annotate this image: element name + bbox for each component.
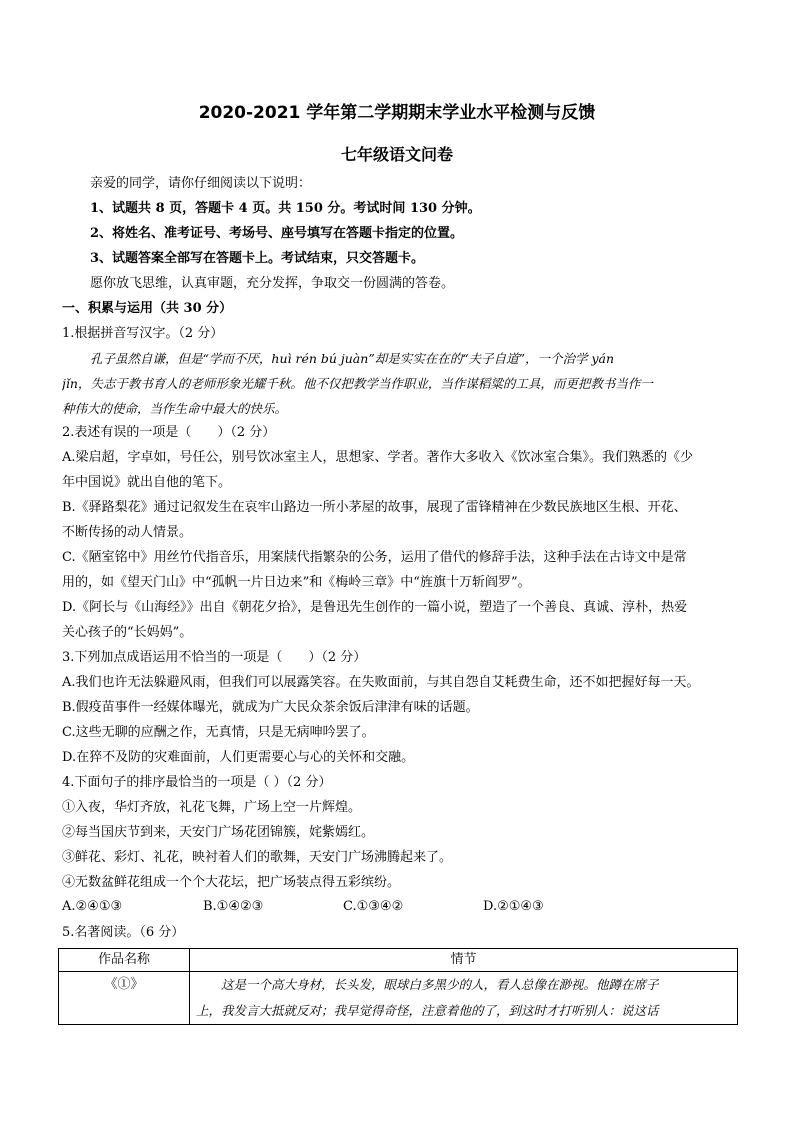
question-3-option: B.假疫苗事件一经媒体曝光，就成为广大民众茶余饭后津津有味的话题。 [62, 700, 479, 715]
table-header-plot: 情节 [190, 949, 738, 972]
question-1-stem: 1.根据拼音写汉字。（2 分） [62, 326, 224, 341]
exam-subtitle: 七年级语文问卷 [340, 145, 453, 164]
plot-line: 这是一个高大身材，长头发，眼球白多黑少的人，看人总像在渺视。他蹲在席子 [221, 977, 659, 992]
table-header-work: 作品名称 [59, 949, 190, 972]
question-3-stem: 3.下列加点成语运用不恰当的一项是（ ）（2 分） [62, 650, 367, 665]
question-3-option: C.这些无聊的应酬之作，无真情，只是无病呻吟罢了。 [62, 725, 375, 740]
work-name-cell: 《①》 [59, 972, 190, 1025]
question-4-stem: 4.下面句子的排序最恰当的一项是（ ）（2 分） [62, 775, 332, 790]
instructions-closing: 愿你放飞思维，认真审题，充分发挥，争取交一份圆满的答卷。 [90, 276, 455, 291]
question-4-sentence: ④无数盆鲜花组成一个个大花坛，把广场装点得五彩缤纷。 [62, 875, 401, 890]
question-4-choice-d: D.②①④③ [483, 899, 544, 914]
question-2-option: B.《驿路梨花》通过记叙发生在哀牢山路边一所小茅屋的故事，展现了雷锋精神在少数民族地区生根、开花、 [62, 500, 687, 515]
exam-title: 2020-2021 学年第二学期期末学业水平检测与反馈 [198, 103, 596, 123]
question-2-option: 用的，如《望天门山》中“孤帆一片日边来”和《梅岭三章》中“旌旗十万斩阎罗”。 [62, 575, 531, 590]
table-row [59, 972, 738, 1025]
plot-cell [190, 972, 738, 1025]
question-3-option: A.我们也许无法躲避风雨，但我们可以展露笑容。在失败面前，与其自怨自艾耗费生命，还不如把握好每一天。 [62, 675, 700, 690]
table-header-row [59, 949, 738, 972]
instruction-item: 2、将姓名、准考证号、考场号、座号填写在答题卡指定的位置。 [90, 226, 464, 241]
question-2-option: A.梁启超，字卓如，号任公，别号饮冰室主人，思想家、学者。著作大多收入《饮冰室合集》。我们熟悉的《少 [62, 450, 694, 465]
question-1-passage: 孔子虽然自谦，但是“学而不厌，huì rén bú juàn”却是实实在在的“夫子自道”，一个治学 yán [90, 351, 615, 366]
question-2-option: 不断传扬的动人情景。 [62, 525, 193, 540]
question-4-sentence: ③鲜花、彩灯、礼花，映衬着人们的歌舞，天安门广场沸腾起来了。 [62, 850, 453, 865]
question-1-passage: 种伟大的使命，当作生命中最大的快乐。 [62, 401, 288, 416]
question-4-sentence: ①入夜，华灯齐放，礼花飞舞，广场上空一片辉煌。 [62, 800, 362, 815]
question-5-stem: 5.名著阅读。（6 分） [62, 925, 185, 940]
instruction-item: 3、试题答案全部写在答题卡上。考试结束，只交答题卡。 [90, 251, 425, 266]
question-4-sentence: ②每当国庆节到来，天安门广场花团锦簇，姹紫嫣红。 [62, 825, 375, 840]
section-heading: 一、积累与运用（共 30 分） [62, 301, 233, 316]
reading-table [58, 948, 738, 1025]
question-2-option: 关心孩子的“长妈妈”。 [62, 625, 193, 640]
question-2-option: C.《陋室铭中》用丝竹代指音乐，用案牍代指繁杂的公务，运用了借代的修辞手法，这种手法在古诗文中是常 [62, 550, 687, 565]
question-2-option: D.《阿长与《山海经》》出自《朝花夕拾》，是鲁迅先生创作的一篇小说，塑造了一个善良、真诚、淳朴，热爱 [62, 600, 688, 615]
question-3-option: D.在猝不及防的灾难面前，人们更需要心与心的关怀和交融。 [62, 750, 415, 765]
question-4-choice-a: A.②④①③ [62, 899, 123, 914]
question-2-option: 年中国说》就出自他的笔下。 [62, 475, 232, 490]
instructions-greeting: 亲爱的同学，请你仔细阅读以下说明： [90, 176, 312, 191]
instruction-item: 1、试题共 8 页，答题卡 4 页。共 150 分。考试时间 130 分钟。 [90, 201, 481, 216]
question-1-passage: jǐn，失志于教书育人的老师形象光耀千秋。他不仅把教学当作职业，当作谋稻粱的工具，而更把教书当作一 [62, 376, 653, 391]
plot-line: 上，我发言大抵就反对；我早觉得奇怪，注意着他的了，到这时才打听别人：说这话 [196, 1003, 659, 1018]
question-4-choice-b: B.①④②③ [203, 899, 264, 914]
question-2-stem: 2.表述有误的一项是（ ）（2 分） [62, 425, 276, 440]
question-4-choice-c: C.①③④② [343, 899, 404, 914]
